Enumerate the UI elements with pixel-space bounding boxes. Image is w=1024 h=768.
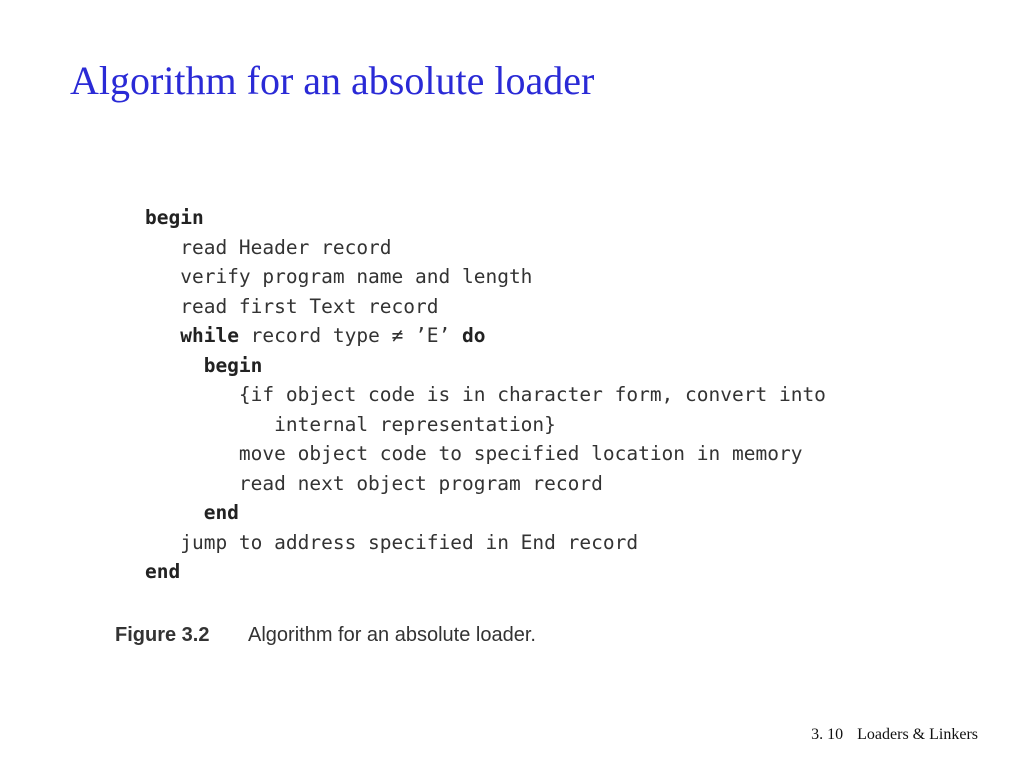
code-line (145, 498, 239, 528)
code-line (145, 321, 485, 351)
code-text: jump to address specified in End record (145, 530, 639, 554)
code-text: read first Text record (145, 294, 439, 318)
figure-label: Figure 3.2 (115, 624, 210, 646)
code-text: move object code to specified location in memory (145, 442, 803, 465)
code-line (145, 233, 392, 263)
code-keyword: do (462, 324, 486, 347)
slide-footer (811, 724, 978, 746)
code-keyword: end (203, 501, 239, 524)
code-line (145, 469, 603, 499)
code-line (145, 439, 802, 469)
code-line (145, 528, 638, 558)
page-number: 3. 10 (811, 726, 844, 743)
code-keyword: begin (145, 206, 204, 229)
code-text: record type ≠ ’E’ (238, 324, 462, 347)
code-line (145, 203, 204, 233)
code-line (145, 380, 826, 410)
code-line (145, 262, 532, 292)
code-keyword: begin (203, 353, 263, 377)
footer-section-title: Loaders & Linkers (857, 726, 978, 743)
code-line (145, 292, 439, 322)
code-text: read next object program record (145, 471, 603, 495)
code-text (145, 354, 204, 377)
code-line (145, 410, 556, 440)
figure-caption-text: Algorithm for an absolute loader. (248, 624, 536, 646)
code-keyword: while (180, 324, 239, 347)
code-keyword: end (145, 560, 181, 583)
code-line (145, 557, 180, 587)
code-text: internal representation} (145, 412, 556, 436)
code-text: {if object code is in character form, convert into (145, 383, 826, 406)
figure-caption (115, 620, 536, 650)
code-text: verify program name and length (145, 265, 533, 288)
slide-title: Algorithm for an absolute loader (70, 58, 595, 103)
code-text (145, 324, 180, 347)
code-line (145, 351, 262, 381)
code-text (145, 501, 204, 524)
code-text: read Header record (145, 235, 392, 259)
